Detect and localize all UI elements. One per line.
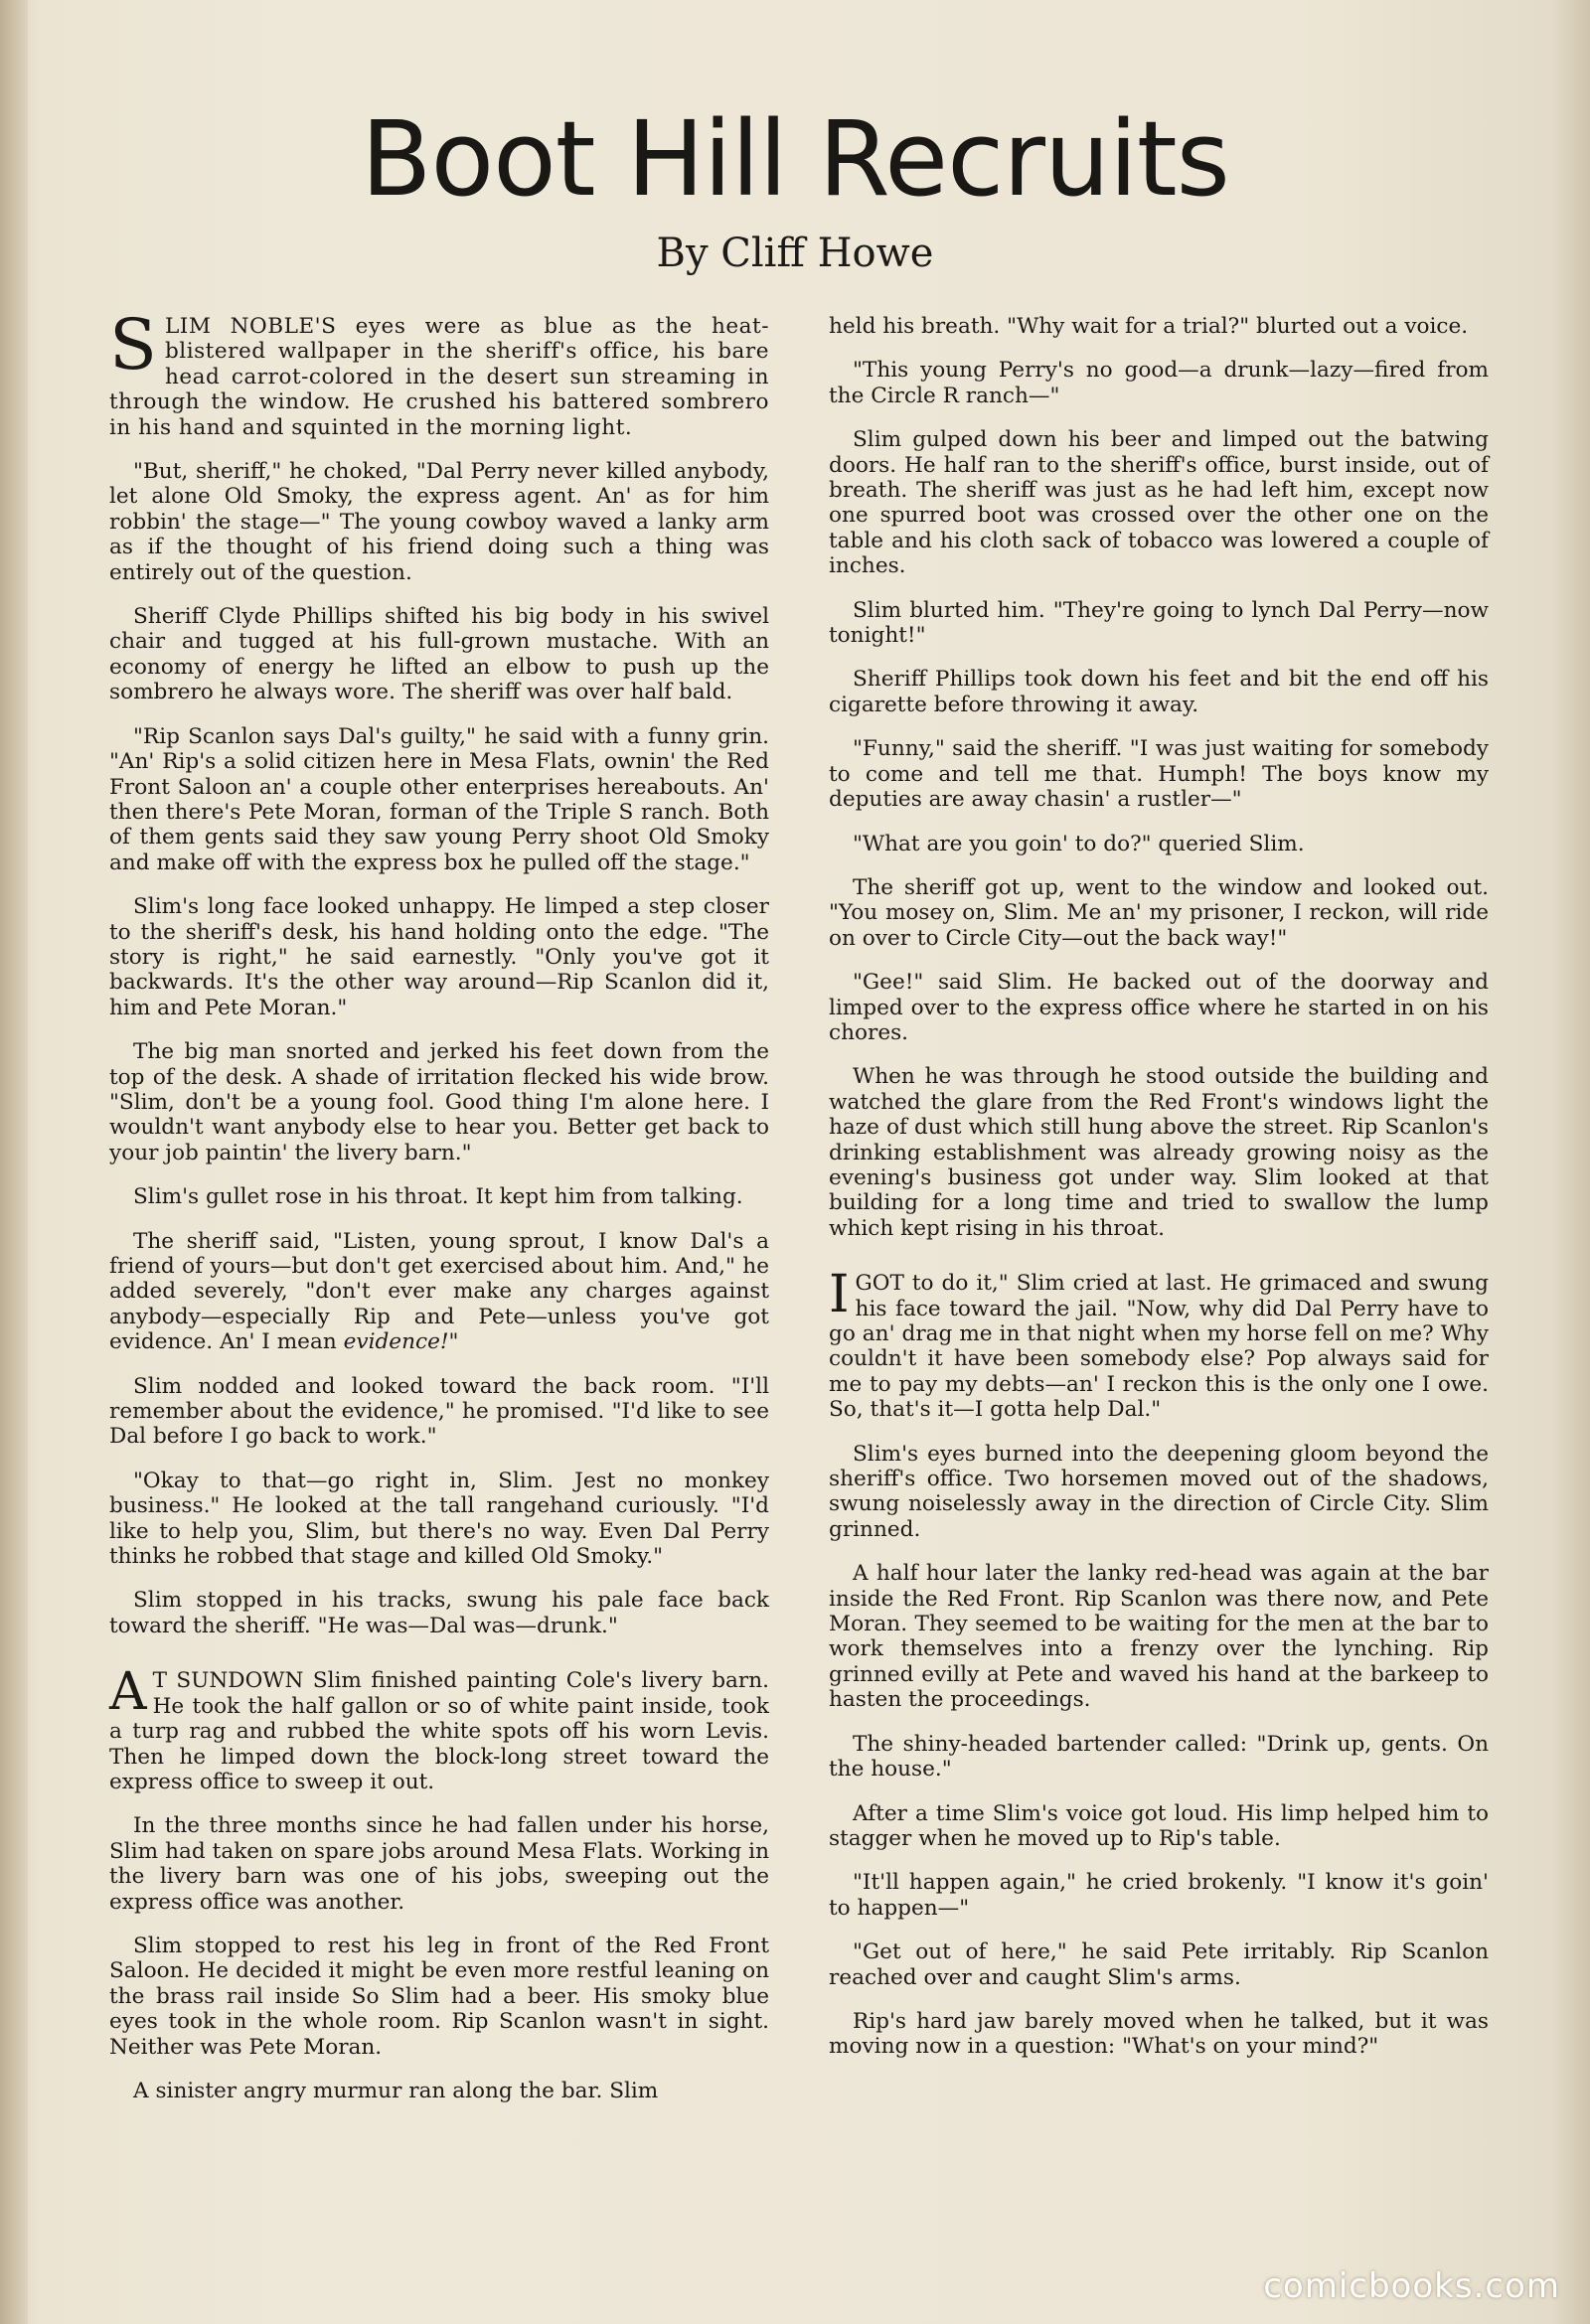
paragraph: I GOT to do it," Slim cried at last. He grimaced and swung his face toward the jail. "Now, why did Dal Perry have to go an' drag me in that night when my horse fell on me? Why couldn't it have been somebody else? Pop always said for me to pay my debts—an' I reckon this is the only one I owe. So, that's it—I gotta help Dal." xyxy=(829,1265,1489,1423)
paragraph: "Get out of here," he said Pete irritably. Rip Scanlon reached over and caught Slim's arms. xyxy=(829,1939,1489,1990)
paragraph: In the three months since he had fallen under his horse, Slim had taken on spare jobs around Mesa Flats. Working in the livery barn was one of his jobs, sweeping out the express office was another. xyxy=(109,1813,769,1915)
paragraph: held his breath. "Why wait for a trial?" blurted out a voice. xyxy=(829,314,1469,339)
paragraph: Slim stopped to rest his leg in front of the Red Front Saloon. He decided it might be even more restful leaning on the brass rail inside So Slim had a beer. His smoky blue eyes took in the whole room. Rip Scanlon wasn't in sight. Neither was Pete Moran. xyxy=(109,1933,769,2060)
paragraph: Slim blurted him. "They're going to lynch Dal Perry—now tonight!" xyxy=(829,597,1489,649)
paragraph: Slim nodded and looked toward the back room. "I'll remember about the evidence," he promised. "I'd like to see Dal before I go back to work." xyxy=(109,1373,769,1450)
paragraph: Sheriff Phillips took down his feet and bit the end off his cigarette before throwing it away. xyxy=(829,667,1489,717)
drop-cap: S xyxy=(109,304,157,386)
paragraph: The shiny-headed bartender called: "Drink up, gents. On the house." xyxy=(829,1731,1489,1782)
paragraph: "Okay to that—go right in, Slim. Jest no monkey business." He looked at the tall rangehand curiously. "I'd like to help you, Slim, but there's no way. Even Dal Perry thinks he robbed that stage and killed Old Smoky." xyxy=(109,1468,769,1570)
paragraph: Rip's hard jaw barely moved when he talked, but it was moving now in a question: "What's on your mind?" xyxy=(829,2008,1489,2060)
paragraph: Slim's eyes burned into the deepening gloom beyond the sheriff's office. Two horsemen moved out of the shadows, swung noiselessly away in the direction of Circle City. Slim grinned. xyxy=(829,1441,1489,1542)
paragraph: Slim stopped in his tracks, swung his pale face back toward the sheriff. "He was—Dal was—drunk." xyxy=(109,1588,769,1638)
story-byline: By Cliff Howe xyxy=(656,231,934,276)
paragraph: A half hour later the lanky red-head was again at the bar inside the Red Front. Rip Scanlon was there now, and Pete Moran. They seemed to be waiting for the men at the bar to work themselves into a frenzy over the lynching. Rip grinned evilly at Pete and waved his hand at the barkeep to hasten the proceedings. xyxy=(829,1561,1489,1713)
paragraph: "What are you goin' to do?" queried Slim. xyxy=(853,831,1305,856)
paragraph: "It'll happen again," he cried brokenly. "I know it's goin' to happen—" xyxy=(829,1870,1489,1921)
story-title: Boot Hill Recruits xyxy=(361,98,1229,220)
paragraph: A sinister angry murmur ran along the bar. Slim xyxy=(133,2078,659,2103)
paragraph: The sheriff said, "Listen, young sprout, I know Dal's a friend of yours—but don't get exercised about him. And," he added severely, "don't ever make any charges against anybody—especially Rip and Pete—unless you've got evidence. An' I mean evidence!" xyxy=(109,1228,769,1355)
site-watermark: comicbooks.com xyxy=(1263,2266,1560,2306)
paragraph: Slim gulped down his beer and limped out the batwing doors. He half ran to the sheriff's office, burst inside, out of breath. The sheriff was just as he had left him, except now one spurred boot was crossed over the other one on the table and his cloth sack of tobacco was lowered a couple of inches. xyxy=(829,427,1489,579)
paragraph: Sheriff Clyde Phillips shifted his big body in his swivel chair and tugged at his full-grown mustache. With an economy of energy he lifted an elbow to push up the sombrero he always wore. The sheriff was over half bald. xyxy=(109,604,769,705)
emphasis-text: evidence! xyxy=(343,1329,449,1355)
drop-cap: I xyxy=(829,1265,850,1325)
paragraph: A T SUNDOWN Slim finished painting Cole's livery barn. He took the half gallon or so of white paint inside, took a turp rag and rubbed the white spots off his worn Levis. Then he limped down the block-long street toward the express office to sweep it out. xyxy=(109,1662,769,1794)
paragraph: After a time Slim's voice got loud. His limp helped him to stagger when he moved up to Rip's table. xyxy=(829,1800,1489,1851)
paragraph: When he was through he stood outside the building and watched the glare from the Red Front's windows light the haze of dust which still hung above the street. Rip Scanlon's drinking establishment was already growing noisy as the evening's business got under way. Slim looked at that building for a long time and tried to swallow the lump which kept rising in his throat. xyxy=(829,1064,1489,1241)
paragraph: "Funny," said the sheriff. "I was just waiting for somebody to come and tell me that. Humph! The boys know my deputies are away chasin' a rustler—" xyxy=(829,736,1489,813)
drop-cap: A xyxy=(109,1662,147,1723)
paragraph: "Gee!" said Slim. He backed out of the doorway and limped over to the express office where he started in on his chores. xyxy=(829,970,1489,1045)
paragraph: "But, sheriff," he choked, "Dal Perry never killed anybody, let alone Old Smoky, the express agent. An' as for him robbin' the stage—" The young cowboy waved a lanky arm as if the thought of his friend doing such a thing was entirely out of the question. xyxy=(109,459,769,585)
paragraph: The sheriff got up, went to the window and looked out. "You mosey on, Slim. Me an' my prisoner, I reckon, will ride on over to Circle City—out the back way!" xyxy=(829,874,1489,951)
right-text-column xyxy=(829,314,1489,2079)
paragraph: Slim's gullet rose in his throat. It kept him from talking. xyxy=(133,1184,743,1210)
page-spine-shadow xyxy=(0,0,28,2324)
paragraph: SLIM NOBLE'S eyes were as blue as the heat-blistered wallpaper in the sheriff's office, his bare head carrot-colored in the desert sun streaming in through the window. He crushed his battered sombrero in his hand and squinted in the morning light. xyxy=(109,304,769,440)
left-text-column xyxy=(109,304,769,2122)
paragraph: "Rip Scanlon says Dal's guilty," he said with a funny grin. "An' Rip's a solid citizen here in Mesa Flats, ownin' the Red Front Saloon an' a couple other enterprises hereabouts. An' then there's Pete Moran, forman of the Triple S ranch. Both of them gents said they saw young Perry shoot Old Smoky and make off with the express box he pulled off the stage." xyxy=(109,723,769,875)
paragraph: Slim's long face looked unhappy. He limped a step closer to the sheriff's desk, his hand holding onto the edge. "The story is right," he said earnestly. "Only you've got it backwards. It's the other way around—Rip Scanlon did it, him and Pete Moran." xyxy=(109,894,769,1020)
paragraph: The big man snorted and jerked his feet down from the top of the desk. A shade of irritation flecked his wide brow. "Slim, don't be a young fool. Good thing I'm alone here. I wouldn't want anybody else to hear you. Better get back to your job paintin' the livery barn." xyxy=(109,1039,769,1165)
paragraph: "This young Perry's no good—a drunk—lazy—fired from the Circle R ranch—" xyxy=(829,358,1489,408)
